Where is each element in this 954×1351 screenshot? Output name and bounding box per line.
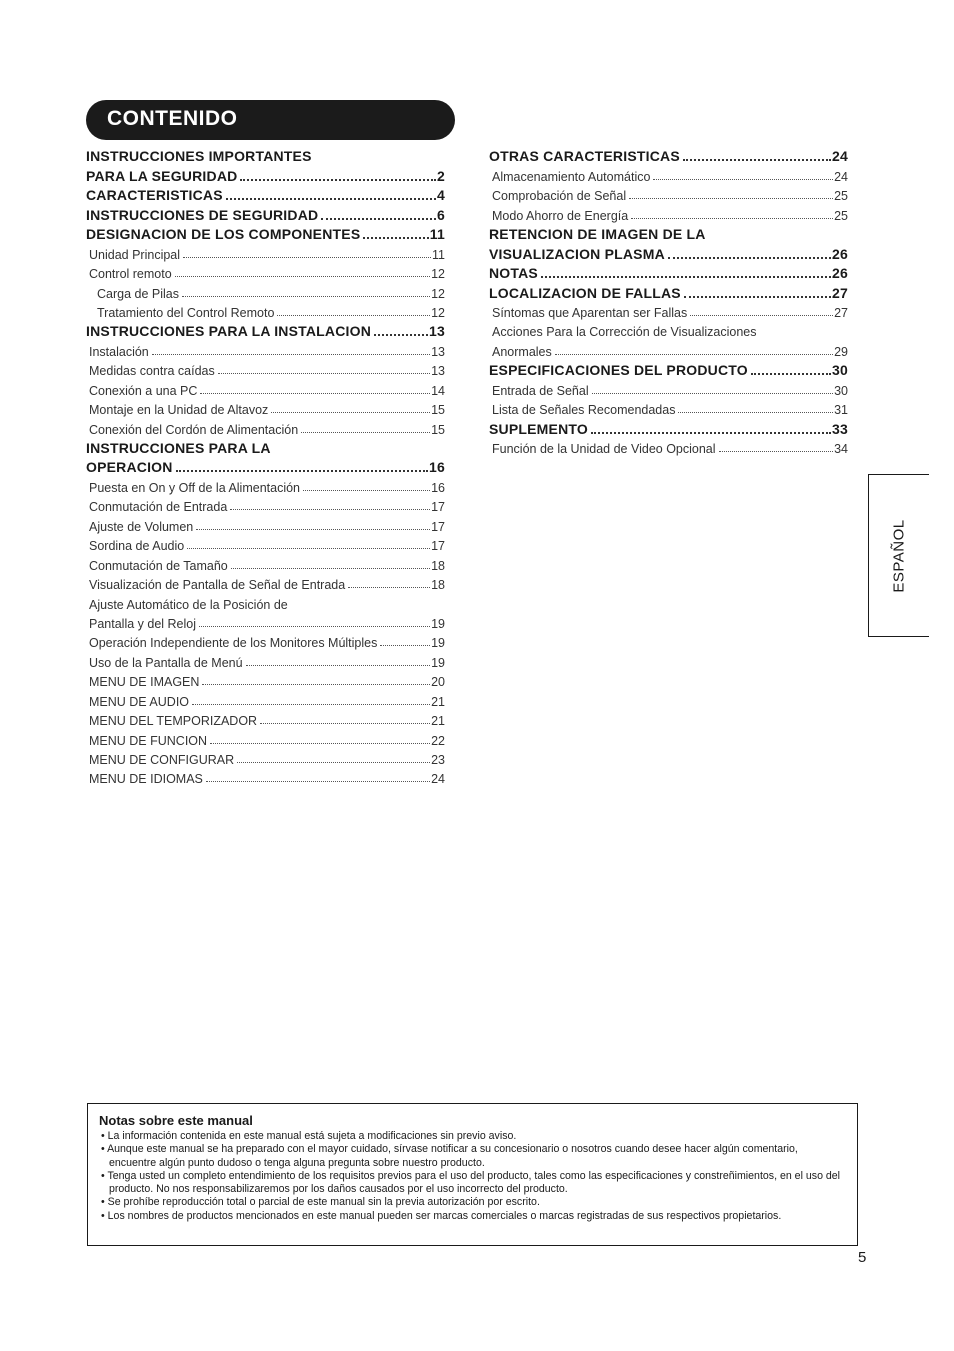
toc-entry-page: 29: [834, 344, 848, 359]
toc-entry-page: 24: [834, 169, 848, 184]
toc-entry-page: 19: [431, 636, 445, 651]
toc-entry: [86, 417, 445, 436]
toc-entry-title: Pantalla y del Reloj: [89, 616, 197, 631]
toc-entry-page: 21: [431, 694, 445, 709]
toc-entry: [86, 339, 445, 358]
toc-entry-title: Instalación: [89, 344, 149, 359]
toc-dot-leader: [196, 523, 430, 530]
toc-entry: [86, 748, 445, 767]
toc-entry: [489, 184, 848, 203]
toc-dot-leader: [199, 620, 430, 627]
toc-entry: [86, 145, 445, 164]
toc-entry-page: 34: [834, 442, 848, 456]
toc-dot-leader: [592, 387, 833, 394]
toc-dot-leader: [683, 153, 831, 161]
toc-dot-leader: [348, 581, 430, 588]
toc-entry: [86, 184, 445, 203]
toc-dot-leader: [719, 445, 834, 452]
toc-entry-page: 33: [832, 420, 848, 437]
toc-entry-title: Unidad Principal: [89, 247, 181, 262]
toc-entry-title: Visualización de Pantalla de Señal de Entrada: [89, 578, 346, 593]
note-item: • Los nombres de productos mencionados en este manual pueden ser marcas comerciales o marcas registradas de sus respectivos propietarios.: [99, 1210, 846, 1223]
toc-entry-title: ESPECIFICACIONES DEL PRODUCTO: [489, 362, 748, 379]
toc-entry-title: MENU DE AUDIO: [89, 694, 190, 709]
toc-entry-title: VISUALIZACION PLASMA: [489, 245, 665, 262]
toc-entry-page: 26: [832, 245, 848, 262]
toc-entry-title: Modo Ahorro de Energía: [492, 208, 629, 223]
toc-entry-title: MENU DE IMAGEN: [89, 675, 200, 690]
toc-entry-page: 23: [431, 753, 445, 767]
toc-entry-title: NOTAS: [489, 265, 538, 282]
toc-right-column: [489, 145, 848, 456]
toc-dot-leader: [380, 639, 430, 646]
toc-entry-title: Control remoto: [89, 267, 172, 282]
toc-dot-leader: [653, 173, 833, 180]
toc-dot-leader: [629, 192, 833, 199]
toc-entry-page: 17: [431, 500, 445, 515]
toc-entry-page: 16: [431, 480, 445, 495]
toc-dot-leader: [363, 231, 428, 239]
toc-dot-leader: [237, 756, 430, 763]
toc-dot-leader: [260, 717, 430, 724]
toc-entry: [86, 689, 445, 708]
contents-title-banner: [86, 100, 455, 140]
toc-entry-title: Uso de la Pantalla de Menú: [89, 655, 243, 670]
toc-entry: [86, 728, 445, 747]
toc-entry-page: 4: [437, 187, 445, 204]
toc-entry: [489, 145, 848, 164]
toc-entry: [489, 262, 848, 281]
toc-entry: [86, 767, 445, 786]
toc-entry-title: LOCALIZACION DE FALLAS: [489, 284, 681, 301]
toc-entry: [86, 670, 445, 689]
toc-dot-leader: [218, 367, 430, 374]
toc-dot-leader: [182, 290, 430, 297]
toc-dot-leader: [678, 406, 833, 413]
toc-entry: [86, 437, 445, 456]
toc-entry-page: 11: [432, 247, 445, 262]
toc-entry-title: Conmutación de Tamaño: [89, 558, 228, 573]
toc-entry-page: 17: [431, 519, 445, 534]
toc-dot-leader: [176, 464, 428, 472]
toc-entry-title: Ajuste Automático de la Posición de: [89, 597, 288, 612]
toc-entry: [86, 281, 445, 300]
toc-entry-title: Operación Independiente de los Monitores Múltiples: [89, 636, 378, 651]
toc-entry-title: MENU DE FUNCION: [89, 733, 208, 748]
toc-entry-page: 15: [431, 403, 445, 418]
toc-entry-title: Tratamiento del Control Remoto: [97, 305, 275, 320]
toc-dot-leader: [301, 426, 430, 433]
toc-entry-page: 30: [834, 383, 848, 398]
toc-entry-page: 11: [429, 226, 445, 243]
toc-dot-leader: [175, 270, 430, 277]
toc-entry-title: Función de la Unidad de Video Opcional: [492, 442, 716, 456]
toc-left-column: [86, 145, 445, 786]
toc-dot-leader: [183, 251, 431, 258]
toc-entry: [489, 320, 848, 339]
toc-entry: [489, 398, 848, 417]
notes-title: Notas sobre este manual: [99, 1113, 253, 1128]
toc-entry-title: INSTRUCCIONES IMPORTANTES: [86, 148, 312, 165]
toc-entry: [86, 709, 445, 728]
toc-entry-title: Anormales: [492, 344, 552, 359]
toc-entry: [86, 534, 445, 553]
toc-entry-title: INSTRUCCIONES PARA LA: [86, 440, 271, 456]
toc-entry-page: 21: [431, 714, 445, 729]
toc-entry-title: Carga de Pilas: [97, 286, 179, 301]
toc-entry-title: Almacenamiento Automático: [492, 169, 651, 184]
toc-entry-page: 13: [431, 344, 445, 359]
toc-dot-leader: [192, 698, 430, 705]
toc-dot-leader: [541, 270, 831, 278]
toc-dot-leader: [303, 484, 430, 491]
toc-entry-title: MENU DE CONFIGURAR: [89, 753, 235, 767]
toc-entry-page: 25: [834, 189, 848, 204]
toc-dot-leader: [321, 212, 436, 220]
toc-dot-leader: [210, 737, 430, 744]
toc-entry-page: 12: [431, 286, 445, 301]
toc-entry-title: Conexión del Cordón de Alimentación: [89, 422, 299, 437]
toc-entry-title: Puesta en On y Off de la Alimentación: [89, 480, 301, 495]
toc-dot-leader: [226, 192, 436, 200]
toc-entry-title: SUPLEMENTO: [489, 420, 588, 437]
toc-entry-title: Medidas contra caídas: [89, 364, 215, 379]
toc-entry: [86, 553, 445, 572]
toc-entry-title: Síntomas que Aparentan ser Fallas: [492, 305, 688, 320]
toc-dot-leader: [152, 348, 430, 355]
toc-entry-page: 24: [431, 772, 445, 787]
manual-notes-box: [87, 1103, 858, 1246]
toc-dot-leader: [690, 309, 833, 316]
toc-entry: [86, 612, 445, 631]
toc-entry: [86, 495, 445, 514]
toc-entry: [86, 301, 445, 320]
toc-entry: [86, 262, 445, 281]
toc-entry-title: RETENCION DE IMAGEN DE LA: [489, 226, 706, 243]
toc-dot-leader: [202, 678, 430, 685]
toc-dot-leader: [271, 406, 430, 413]
toc-dot-leader: [231, 562, 430, 569]
toc-dot-leader: [246, 659, 431, 666]
toc-entry-page: 26: [832, 265, 848, 282]
toc-entry-title: Sordina de Audio: [89, 539, 185, 554]
toc-entry-page: 12: [431, 267, 445, 282]
toc-entry-page: 20: [431, 675, 445, 690]
toc-dot-leader: [684, 290, 831, 298]
toc-dot-leader: [591, 426, 831, 434]
toc-dot-leader: [187, 542, 430, 549]
toc-entry-page: 2: [437, 167, 445, 184]
toc-entry-title: Montaje en la Unidad de Altavoz: [89, 403, 269, 418]
toc-entry: [86, 456, 445, 475]
toc-entry-title: Conmutación de Entrada: [89, 500, 228, 515]
toc-dot-leader: [277, 309, 430, 316]
toc-entry-page: 14: [431, 383, 445, 398]
toc-entry: [489, 339, 848, 358]
toc-dot-leader: [751, 367, 831, 375]
toc-entry-title: Conexión a una PC: [89, 383, 198, 398]
toc-entry: [489, 437, 848, 456]
note-item: • La información contenida en este manual está sujeta a modificaciones sin previo aviso.: [99, 1130, 846, 1143]
toc-entry-title: Lista de Señales Recomendadas: [492, 403, 676, 418]
toc-entry-title: MENU DEL TEMPORIZADOR: [89, 714, 258, 729]
toc-entry-title: PARA LA SEGURIDAD: [86, 167, 238, 184]
toc-entry-page: 18: [431, 558, 445, 573]
toc-dot-leader: [668, 251, 831, 259]
toc-entry: [489, 378, 848, 397]
toc-entry-title: OTRAS CARACTERISTICAS: [489, 148, 680, 165]
toc-entry: [86, 650, 445, 669]
toc-entry: [86, 378, 445, 397]
toc-entry-page: 25: [834, 208, 848, 223]
toc-entry-title: Ajuste de Volumen: [89, 519, 194, 534]
toc-entry-title: MENU DE IDIOMAS: [89, 772, 203, 787]
toc-entry: [489, 223, 848, 242]
toc-entry: [489, 301, 848, 320]
toc-entry: [86, 359, 445, 378]
toc-entry-page: 13: [429, 323, 445, 340]
toc-dot-leader: [230, 503, 430, 510]
toc-entry-page: 19: [431, 616, 445, 631]
toc-entry-page: 6: [437, 206, 445, 223]
toc-dot-leader: [555, 348, 833, 355]
page-number: 5: [858, 1249, 867, 1266]
toc-entry: [86, 573, 445, 592]
toc-entry-title: CARACTERISTICAS: [86, 187, 223, 204]
toc-entry-page: 27: [834, 305, 848, 320]
toc-entry: [489, 164, 848, 183]
toc-entry-page: 13: [431, 364, 445, 379]
toc-entry: [489, 281, 848, 300]
toc-entry-page: 17: [431, 539, 445, 554]
toc-dot-leader: [200, 387, 430, 394]
toc-entry-page: 18: [431, 578, 445, 593]
toc-entry: [86, 398, 445, 417]
language-tab: [868, 474, 929, 637]
toc-entry: [86, 320, 445, 339]
toc-entry: [489, 242, 848, 261]
toc-entry: [86, 514, 445, 533]
toc-entry-page: 27: [832, 284, 848, 301]
note-item: • Aunque este manual se ha preparado con el mayor cuidado, sírvase notificar a su concesionario o nosotros cuando desee hacer algún comentario, encuentre algún punto dudoso o tenga alguna pregunta sobre nuestro producto.: [99, 1143, 846, 1170]
toc-entry-page: 16: [429, 459, 445, 476]
toc-entry-page: 24: [832, 148, 848, 165]
toc-entry: [86, 203, 445, 222]
toc-dot-leader: [631, 212, 833, 219]
toc-entry-title: Comprobación de Señal: [492, 189, 627, 204]
toc-entry-page: 22: [431, 733, 445, 748]
toc-entry-title: Entrada de Señal: [492, 383, 589, 398]
toc-dot-leader: [240, 173, 436, 181]
toc-entry-title: INSTRUCCIONES DE SEGURIDAD: [86, 206, 319, 223]
page-title: CONTENIDO: [107, 107, 238, 130]
toc-entry-page: 15: [431, 422, 445, 437]
toc-entry-page: 30: [832, 362, 848, 379]
note-item: • Tenga usted un completo entendimiento de los requisitos previos para el uso del producto, tales como las especificaciones y constreñimientos, en el uso del producto. No nos responsabilizaremos por los daños causados por el uso incorrecto del producto.: [99, 1170, 846, 1197]
toc-dot-leader: [206, 775, 430, 782]
toc-entry-page: 12: [431, 305, 445, 320]
toc-entry: [86, 223, 445, 242]
toc-entry-title: OPERACION: [86, 459, 173, 476]
language-label: ESPAÑOL: [890, 518, 908, 593]
toc-entry-page: 19: [431, 655, 445, 670]
toc-entry-page: 31: [834, 403, 848, 418]
toc-entry-title: INSTRUCCIONES PARA LA INSTALACION: [86, 323, 372, 340]
toc-entry-title: Acciones Para la Corrección de Visualizaciones: [492, 325, 757, 340]
toc-entry: [86, 631, 445, 650]
toc-entry: [489, 417, 848, 436]
note-item: • Se prohíbe reproducción total o parcial de este manual sin la previa autorización por escrito.: [99, 1196, 846, 1209]
toc-entry: [489, 359, 848, 378]
toc-entry: [489, 203, 848, 222]
toc-entry: [86, 475, 445, 494]
notes-list: [99, 1130, 846, 1223]
toc-entry: [86, 164, 445, 183]
toc-entry: [86, 592, 445, 611]
toc-dot-leader: [374, 328, 428, 336]
toc-entry-title: DESIGNACION DE LOS COMPONENTES: [86, 226, 361, 243]
toc-entry: [86, 242, 445, 261]
